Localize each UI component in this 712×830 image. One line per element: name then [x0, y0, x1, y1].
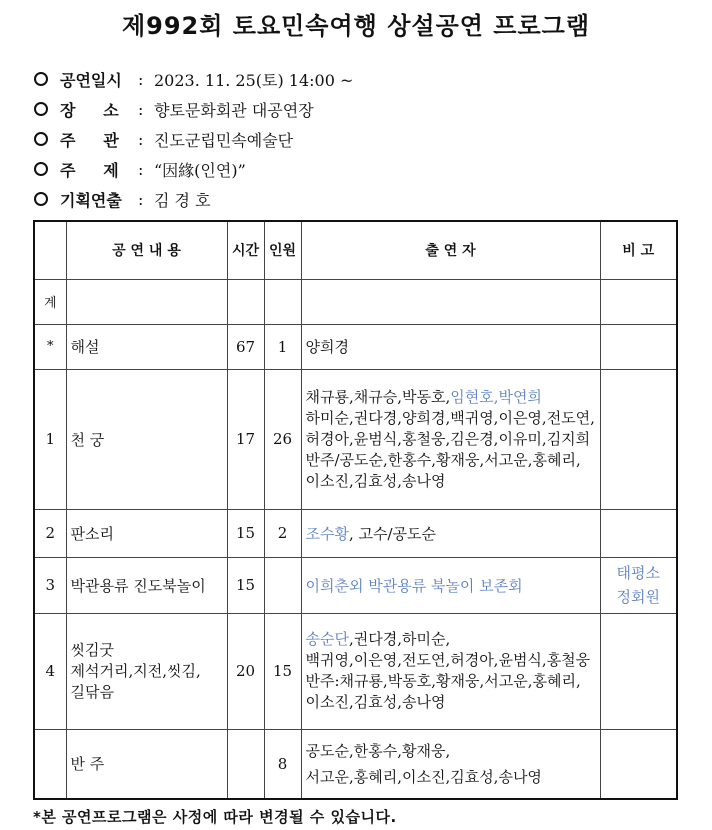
table-row-total [34, 279, 677, 324]
row-content: 반 주 [66, 729, 227, 799]
row-remarks: 태평소 정회원 [600, 557, 677, 613]
table-row-bukgnori [34, 557, 677, 613]
header-content: 공 연 내 용 [66, 221, 227, 279]
info-value: 향토문화회관 대공연장 [154, 100, 314, 120]
circle-bullet-icon [34, 72, 48, 86]
table-row-pansori [34, 509, 677, 557]
row-no: 4 [34, 613, 66, 729]
info-row-venue: 장 소 : 향토문화회관 대공연장 [34, 94, 353, 124]
row-time: 15 [227, 509, 264, 557]
page-title: 제992회 토요민속여행 상설공연 프로그램 [121, 12, 591, 40]
row-performers: 공도순,한홍수,황재웅, 서고운,홍혜리,이소진,김효성,송나영 [301, 729, 600, 799]
info-value: 김 경 호 [154, 190, 211, 210]
table-header-row [34, 221, 677, 279]
row-no: 2 [34, 509, 66, 557]
row-content: 천 궁 [66, 369, 227, 509]
header-people: 인원 [264, 221, 301, 279]
header-remarks: 비 고 [600, 221, 677, 279]
info-row-datetime: 공연일시 : 2023. 11. 25(토) 14:00 ~ [34, 64, 353, 94]
highlighted-performer: 이희춘외 박관용류 북놀이 보존회 [305, 576, 523, 595]
info-value: 2023. 11. 25(토) 14:00 ~ [154, 70, 354, 90]
row-people: 1 [264, 324, 301, 369]
row-content: 박관용류 진도북놀이 [66, 557, 227, 613]
info-value: 진도군립민속예술단 [154, 130, 294, 150]
row-no: 3 [34, 557, 66, 613]
row-time: 17 [227, 369, 264, 509]
row-time: 67 [227, 324, 264, 369]
row-people: 26 [264, 369, 301, 509]
info-row-director: 기획연출 : 김 경 호 [34, 184, 353, 214]
circle-bullet-icon [34, 162, 48, 176]
row-people: 8 [264, 729, 301, 799]
circle-bullet-icon [34, 192, 48, 206]
footer-note: *본 공연프로그램은 사정에 따라 변경될 수 있습니다. [33, 808, 397, 826]
highlighted-performer: 송순단 [305, 630, 349, 648]
row-performers: 조수황, 고수/공도순 [301, 509, 600, 557]
row-content: 판소리 [66, 509, 227, 557]
row-performers: 채규룡,채규승,박동호,임현호,박연희 하미순,권다경,양희경,백귀영,이은영,전도연, 허경아,윤범식,홍철웅,김은경,이유미,김지희 반주/공도순,한홍수,황재웅,서고운,홍혜리, 이소진,김효성,송나영 [301, 369, 600, 509]
header-time: 시간 [227, 221, 264, 279]
info-list [34, 64, 353, 214]
info-label: 장 소 [60, 100, 119, 120]
row-no: 계 [34, 279, 66, 324]
table-row-cheongung [34, 369, 677, 509]
info-value: “因緣(인연)” [154, 160, 246, 180]
row-people: 15 [264, 613, 301, 729]
info-row-theme: 주 제 : “因緣(인연)” [34, 154, 353, 184]
table-row-accompaniment [34, 729, 677, 799]
circle-bullet-icon [34, 102, 48, 116]
row-no: 1 [34, 369, 66, 509]
circle-bullet-icon [34, 132, 48, 146]
highlighted-performer: 조수황 [305, 524, 349, 543]
info-label: 주 제 [60, 160, 119, 180]
row-performers: 양희경 [301, 324, 600, 369]
row-people: 2 [264, 509, 301, 557]
header-performers: 출 연 자 [301, 221, 600, 279]
info-row-organizer: 주 관 : 진도군립민속예술단 [34, 124, 353, 154]
info-label: 주 관 [60, 130, 119, 150]
table-row-ssitgimgut [34, 613, 677, 729]
table-row-commentary [34, 324, 677, 369]
info-label: 공연일시 [60, 70, 122, 90]
row-performers: 송순단,권다경,하미순, 백귀영,이은영,전도연,허경아,윤범식,홍철웅 반주:채규룡,박동호,황재웅,서고운,홍혜리, 이소진,김효성,송나영 [301, 613, 600, 729]
row-time: 15 [227, 557, 264, 613]
row-time: 20 [227, 613, 264, 729]
row-content: 해설 [66, 324, 227, 369]
row-content: 씻김굿 제석거리,지전,씻김, 길닦음 [66, 613, 227, 729]
row-no: * [34, 324, 66, 369]
info-label: 기획연출 [60, 190, 122, 210]
highlighted-performer: 임현호,박연희 [450, 387, 542, 406]
row-performers [301, 557, 600, 613]
program-table [33, 220, 678, 800]
